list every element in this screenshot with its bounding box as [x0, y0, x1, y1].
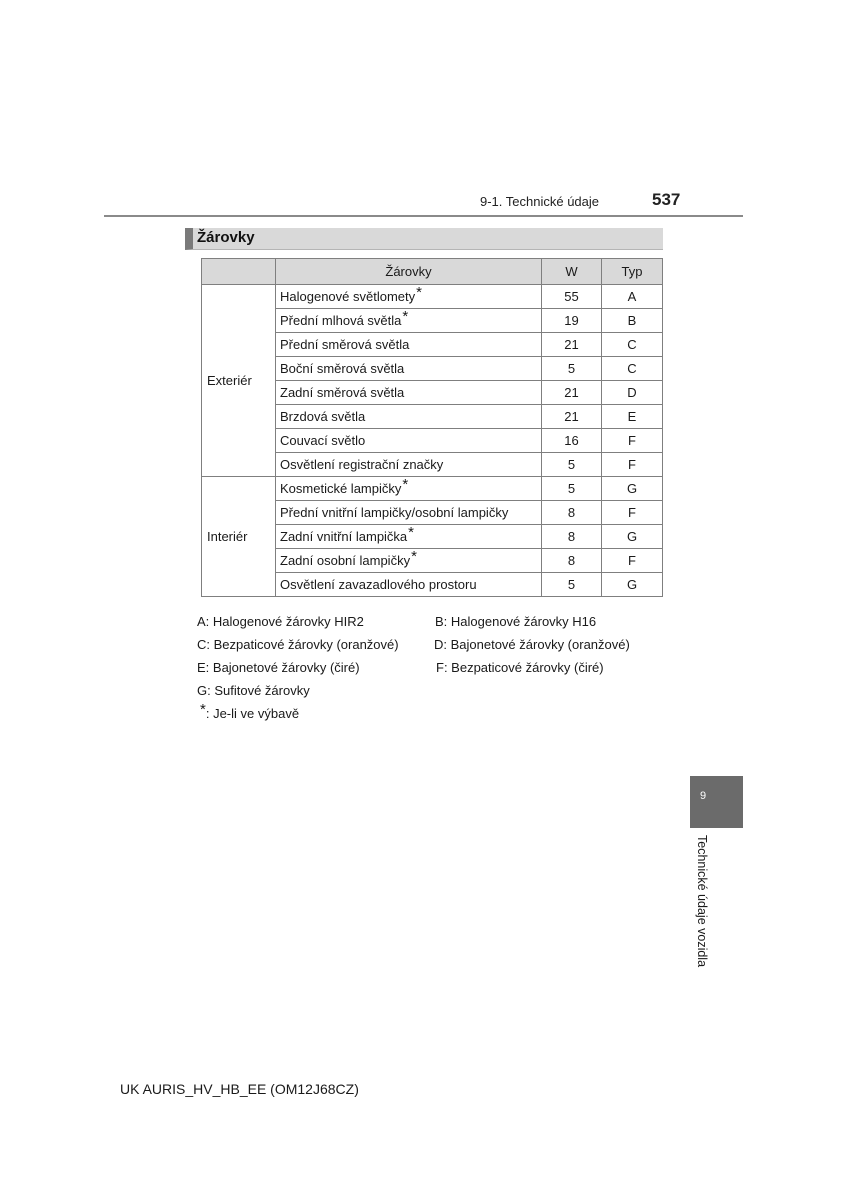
bulb-type: G — [602, 477, 663, 501]
bulbs-table — [201, 258, 663, 597]
bulb-name-cell — [276, 357, 542, 381]
bulb-name: Osvětlení zavazadlového prostoru — [280, 577, 477, 592]
group-label: Interiér — [202, 477, 276, 597]
footnote-text: : Je-li ve výbavě — [205, 706, 300, 721]
header-cell-name: Žárovky — [276, 259, 542, 285]
bulb-name-cell — [276, 405, 542, 429]
header-cell-typ: Typ — [602, 259, 663, 285]
bulb-type: F — [602, 429, 663, 453]
legend-item-b: B: Halogenové žárovky H16 — [435, 614, 597, 629]
header-section-title: 9-1. Technické údaje — [480, 194, 600, 209]
table-row — [202, 477, 663, 501]
bulb-name-cell — [276, 429, 542, 453]
bulb-name: Kosmetické lampičky — [280, 481, 402, 496]
bulb-name-cell — [276, 477, 542, 501]
group-label: Exteriér — [202, 285, 276, 477]
bulb-type: A — [602, 285, 663, 309]
table-body — [202, 285, 663, 597]
bulb-name: Přední mlhová světla — [280, 313, 402, 328]
bulb-name: Zadní vnitřní lampička — [280, 529, 408, 544]
bulb-name: Halogenové světlomety — [280, 289, 416, 304]
header-cell-w: W — [542, 259, 602, 285]
bulb-wattage: 8 — [542, 501, 602, 525]
bulb-name-cell — [276, 453, 542, 477]
bulb-name-cell — [276, 549, 542, 573]
bulb-name: Boční směrová světla — [280, 361, 405, 376]
bulb-wattage: 19 — [542, 309, 602, 333]
chapter-tab — [690, 776, 743, 828]
legend-item-d: D: Bajonetové žárovky (oranžové) — [434, 637, 630, 652]
bulb-name-cell — [276, 285, 542, 309]
section-title-bar — [185, 228, 663, 250]
bulb-name: Zadní osobní lampičky — [280, 553, 411, 568]
bulb-wattage: 55 — [542, 285, 602, 309]
bulb-wattage: 16 — [542, 429, 602, 453]
bulb-type: F — [602, 453, 663, 477]
bulb-name-cell — [276, 381, 542, 405]
bulb-name-cell — [276, 501, 542, 525]
bulb-name-cell — [276, 573, 542, 597]
bulb-name-cell — [276, 525, 542, 549]
bulb-wattage: 5 — [542, 357, 602, 381]
bulb-type: E — [602, 405, 663, 429]
bulb-type: F — [602, 501, 663, 525]
bulb-wattage: 21 — [542, 405, 602, 429]
bulb-name: Couvací světlo — [280, 433, 366, 448]
bulb-name: Osvětlení registrační značky — [280, 457, 444, 472]
legend-item-g: G: Sufitové žárovky — [197, 683, 310, 698]
bulb-type: D — [602, 381, 663, 405]
bulb-wattage: 5 — [542, 477, 602, 501]
chapter-side-label-text: Technické údaje vozidla — [695, 835, 709, 968]
bulb-name-cell — [276, 333, 542, 357]
bulb-wattage: 21 — [542, 333, 602, 357]
bulb-wattage: 5 — [542, 573, 602, 597]
footnote-asterisk: * — [200, 701, 206, 718]
optional-asterisk: * — [408, 524, 415, 541]
bulb-type: G — [602, 573, 663, 597]
legend-footnote — [199, 701, 300, 722]
footer-document-code: UK AURIS_HV_HB_EE (OM12J68CZ) — [120, 1081, 359, 1097]
legend-item-c: C: Bezpaticové žárovky (oranžové) — [197, 637, 399, 652]
bulb-name: Zadní směrová světla — [280, 385, 405, 400]
bulb-type: F — [602, 549, 663, 573]
chapter-side-label — [690, 832, 720, 992]
table-row — [202, 285, 663, 309]
bulb-type: C — [602, 333, 663, 357]
table-header-row — [202, 259, 663, 285]
header-divider — [104, 215, 743, 217]
header-cell-group — [202, 259, 276, 285]
chapter-tab-number: 9 — [700, 790, 707, 802]
bulb-name: Přední vnitřní lampičky/osobní lampičky — [280, 505, 509, 520]
bulb-wattage: 8 — [542, 525, 602, 549]
bulb-type: G — [602, 525, 663, 549]
section-title: Žárovky — [197, 229, 255, 246]
bulb-type: B — [602, 309, 663, 333]
optional-asterisk: * — [411, 548, 417, 565]
bulb-name: Brzdová světla — [280, 409, 366, 424]
bulb-name-cell — [276, 309, 542, 333]
optional-asterisk: * — [416, 284, 422, 301]
page-number: 537 — [652, 190, 681, 209]
optional-asterisk: * — [402, 308, 409, 325]
bulb-wattage: 21 — [542, 381, 602, 405]
optional-asterisk: * — [402, 476, 409, 493]
legend-item-f: F: Bezpaticové žárovky (čiré) — [436, 660, 604, 675]
bulb-name: Přední směrová světla — [280, 337, 410, 352]
bulb-wattage: 5 — [542, 453, 602, 477]
legend-item-e: E: Bajonetové žárovky (čiré) — [197, 660, 360, 675]
bulb-type: C — [602, 357, 663, 381]
legend-item-a: A: Halogenové žárovky HIR2 — [197, 614, 364, 629]
bulb-wattage: 8 — [542, 549, 602, 573]
